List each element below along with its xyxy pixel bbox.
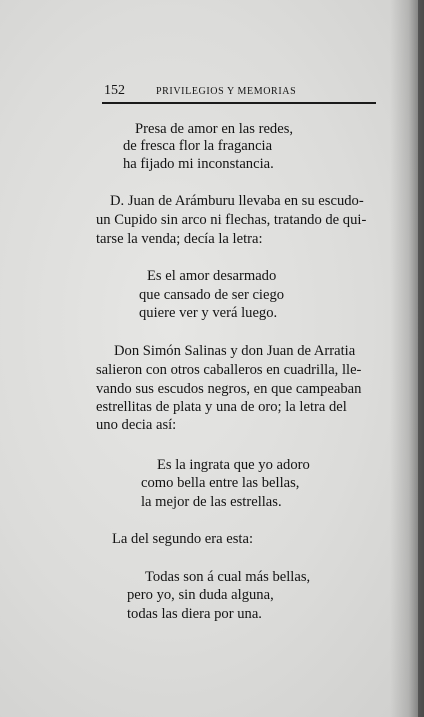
verse4-line-3: todas las diera por una. xyxy=(127,606,262,622)
para2-line-1: Don Simón Salinas y don Juan de Arratia xyxy=(114,343,356,359)
verse1-line-2: de fresca flor la fragancia xyxy=(123,138,273,154)
verse2-line-3: quiere ver y verá luego. xyxy=(139,305,278,321)
para1-line-3: tarse la venda; decía la letra: xyxy=(96,231,263,247)
para1-line-1: D. Juan de Arámburu llevaba en su escudo- xyxy=(110,193,364,209)
verse3-line-2: como bella entre las bellas, xyxy=(141,475,300,491)
para2-line-2: salieron con otros caballeros en cuadrilla, lle- xyxy=(96,362,362,378)
para3-line-1: La del segundo era esta: xyxy=(112,531,254,547)
verse1-line-1: Presa de amor en las redes, xyxy=(135,121,294,137)
verse2-line-2: que cansado de ser ciego xyxy=(139,287,285,303)
verse3-line-3: la mejor de las estrellas. xyxy=(141,494,282,510)
verse4-line-1: Todas son á cual más bellas, xyxy=(145,569,311,585)
verse1-line-3: ha fijado mi inconstancia. xyxy=(123,156,274,172)
running-head xyxy=(104,82,374,100)
page-edge xyxy=(418,0,424,717)
para2-line-5: uno decia así: xyxy=(96,417,177,433)
para2-line-3: vando sus escudos negros, en que campeaban xyxy=(96,381,362,397)
para2-line-4: estrellitas de plata y una de oro; la letra del xyxy=(96,399,347,415)
verse2-line-1: Es el amor desarmado xyxy=(147,268,277,284)
para1-line-2: un Cupido sin arco ni flechas, tratando de qui- xyxy=(96,212,367,228)
header-rule xyxy=(102,102,376,104)
verse4-line-2: pero yo, sin duda alguna, xyxy=(127,587,274,603)
page-number: 152 xyxy=(104,83,125,98)
verse3-line-1: Es la ingrata que yo adoro xyxy=(157,457,310,473)
running-title: PRIVILEGIOS Y MEMORIAS xyxy=(156,86,297,97)
